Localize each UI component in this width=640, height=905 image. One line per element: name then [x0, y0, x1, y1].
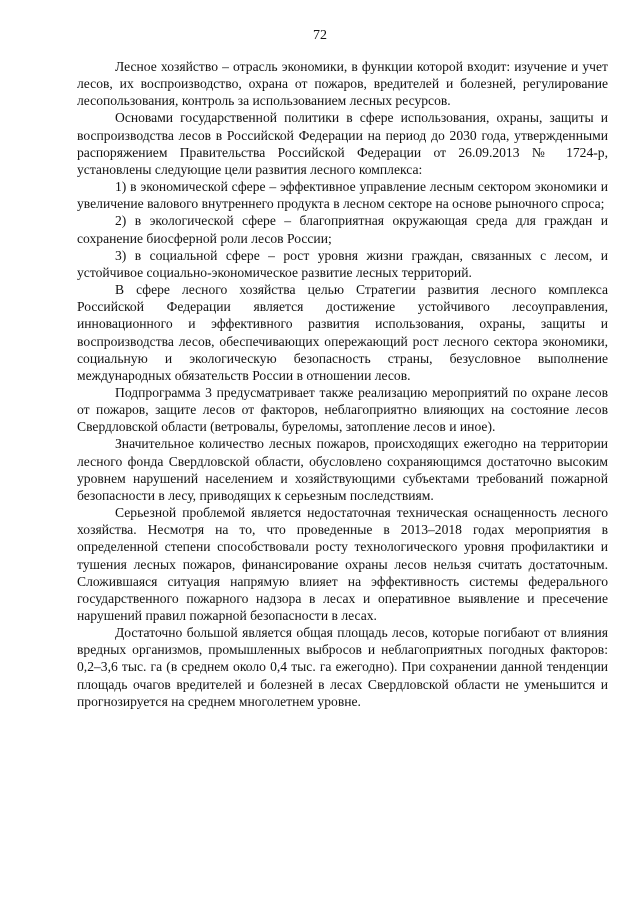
document-body: [77, 58, 608, 710]
paragraph: Основами государственной политики в сфере использования, охраны, защиты и воспроизводства лесов в Российской Федерации на период до 2030 года, утвержденными распоряжением Правительства Российской Федерации от 26.09.2013 № 1724-р, установлены следующие цели развития лесного комплекса:: [77, 110, 608, 177]
page-number: 72: [313, 28, 327, 43]
paragraph: Достаточно большой является общая площадь лесов, которые погибают от влияния вредных организмов, промышленных выбросов и неблагоприятных погодных факторов: 0,2–3,6 тыс. га (в среднем около 0,4 тыс. га ежегодно). При сохранении данной тенденции площадь очагов вредителей и болезней в лесах Свердловской области не уменьшится и прогнозируется на среднем многолетнем уровне.: [77, 625, 608, 709]
paragraph: Подпрограмма 3 предусматривает также реализацию мероприятий по охране лесов от пожаров, защите лесов от факторов, неблагоприятно влияющих на состояние лесов Свердловской области (ветровалы, буреломы, затопление лесов и иное).: [77, 384, 608, 435]
paragraph: Значительное количество лесных пожаров, происходящих ежегодно на территории лесного фонда Свердловской области, обусловлено сохраняющимся достаточно высоким уровнем нарушений населением и хозяйствующими субъектами требований пожарной безопасности в лесу, приводящих к серьезным последствиям.: [77, 436, 608, 503]
paragraph: 1) в экономической сфере – эффективное управление лесным сектором экономики и увеличение валового внутреннего продукта в лесном секторе на основе рыночного спроса;: [77, 179, 608, 212]
paragraph: Лесное хозяйство – отрасль экономики, в функции которой входит: изучение и учет лесов, их воспроизводство, охрана от пожаров, вредителей и болезней, регулирование лесопользования, контроль за использованием лесных ресурсов.: [77, 59, 608, 109]
paragraph: В сфере лесного хозяйства целью Стратегии развития лесного комплекса Российской Федерации является достижение устойчивого лесоуправления, инновационного и эффективного развития использования, охраны, защиты и воспроизводства лесов, обеспечивающих опережающий рост лесного сектора экономики, социальную и экологическую безопасность страны, безусловное выполнение международных обязательств России в отношении лесов.: [77, 282, 608, 383]
paragraph: Серьезной проблемой является недостаточная техническая оснащенность лесного хозяйства. Несмотря на то, что проведенные в 2013–2018 годах мероприятия в определенной степени способствовали росту технологического уровня профилактики и тушения лесных пожаров, финансирование охраны лесов нельзя считать достаточным. Сложившаяся ситуация напрямую влияет на эффективность системы федерального государственного пожарного надзора в лесах и оперативное выявление и пресечение нарушений правил пожарной безопасности в лесах.: [77, 505, 608, 623]
paragraph: 2) в экологической сфере – благоприятная окружающая среда для граждан и сохранение биосферной роли лесов России;: [77, 213, 608, 246]
paragraph: 3) в социальной сфере – рост уровня жизни граждан, связанных с лесом, и устойчивое социально-экономическое развитие лесных территорий.: [77, 247, 608, 280]
